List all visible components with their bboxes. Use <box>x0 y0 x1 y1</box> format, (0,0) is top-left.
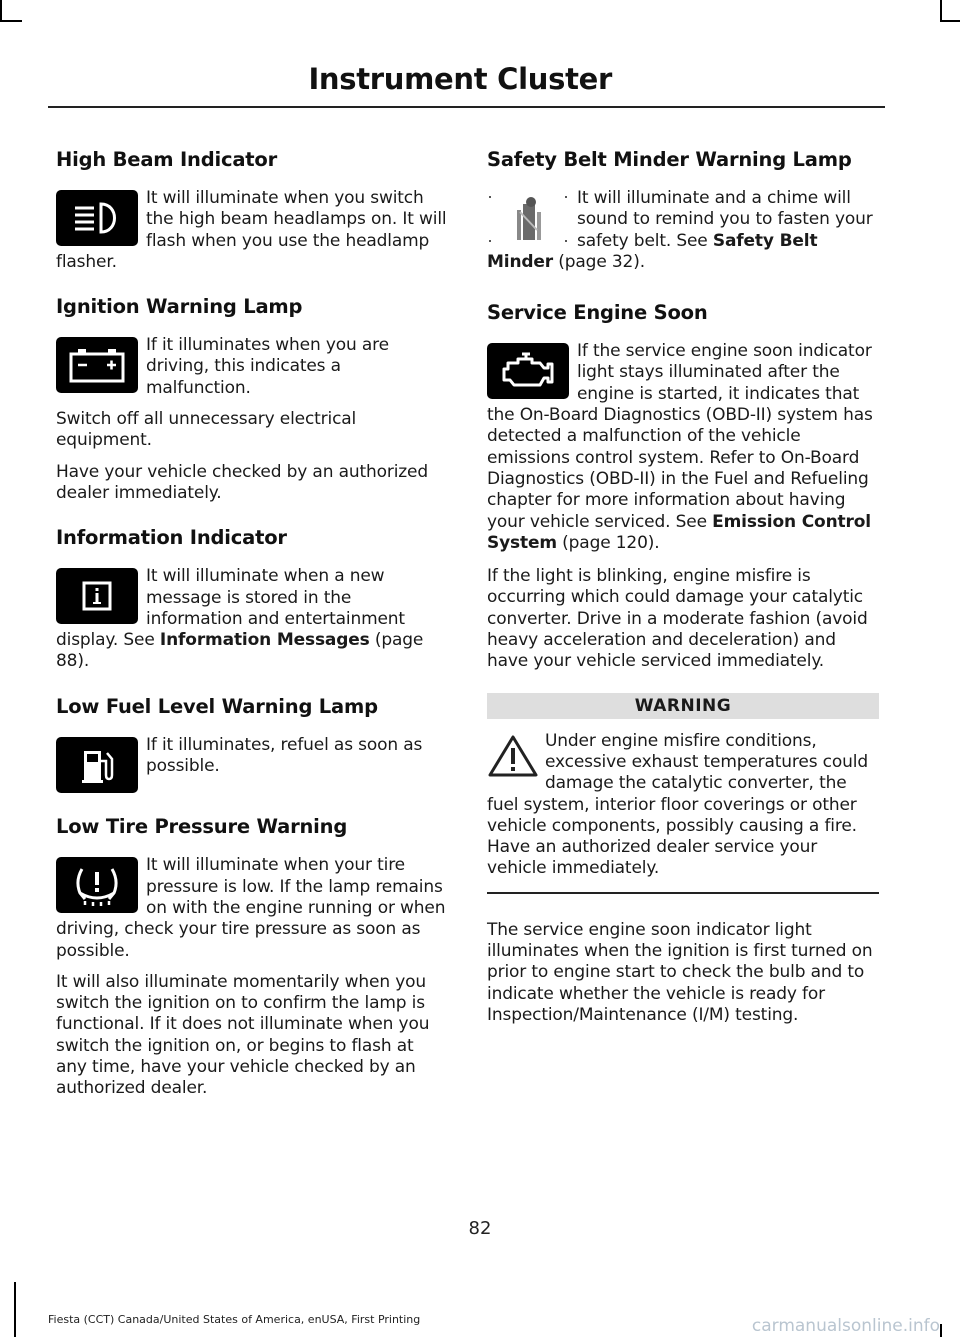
section-information <box>56 524 448 672</box>
battery-icon <box>56 337 138 393</box>
section-text: It will also illuminate momentarily when you switch the ignition on to confirm the lamp is functional. If it does not illuminate when you switch the ignition on, or begins to flash at any time, have your vehicle checked by an authorized dealer. <box>56 971 430 1099</box>
page-title: Instrument Cluster <box>308 62 612 96</box>
watermark: carmanualsonline.info <box>751 1316 940 1336</box>
left-column <box>56 146 448 1120</box>
section-text: It will illuminate and a chime will sound to remind you to fasten your safety belt. See Safety Belt Minder (page 32). <box>487 188 873 272</box>
section-ignition <box>56 293 448 504</box>
warning-label: WARNING <box>487 693 879 719</box>
section-text: Have your vehicle checked by an authorized dealer immediately. <box>56 461 428 503</box>
page-number: 82 <box>468 1218 492 1239</box>
information-icon <box>56 568 138 624</box>
section-text: If it illuminates, refuel as soon as possible. <box>146 734 423 777</box>
section-heading: Low Fuel Level Warning Lamp <box>56 694 378 718</box>
section-text: It will illuminate when you switch the high beam headlamps on. It will flash when you use the headlamp flasher. <box>56 188 447 272</box>
section-heading: Safety Belt Minder Warning Lamp <box>487 148 852 171</box>
warning-text: Under engine misfire conditions, excessive exhaust temperatures could damage the catalytic converter, the fuel system, interior floor coverings or other vehicle components, possibly causing a fire. Have an authorized dealer service your vehicle immediately. <box>487 730 868 879</box>
safety-belt-icon <box>487 190 569 246</box>
cross-reference-link[interactable]: Safety Belt Minder <box>487 230 818 272</box>
section-text: The service engine soon indicator light illuminates when the ignition is first turned on prior to engine start to check the bulb and to indicate whether the vehicle is ready for Inspection/Maintenance (I/M) testing. <box>487 919 873 1025</box>
section-heading: Ignition Warning Lamp <box>56 295 303 319</box>
cross-reference-link[interactable]: Information Messages <box>159 630 370 651</box>
crop-mark <box>14 1282 16 1337</box>
section-service-engine <box>487 299 879 672</box>
section-text: If the service engine soon indicator light stays illuminated after the engine is started, it indicates that the On-Board Diagnostics (OBD-II) system has detected a malfunction of the vehicle emissions control system. Refer to On-Board Diagnostics (OBD-II) in the Fuel and Refueling chapter for more information about having your vehicle serviced. See Emission Control System (page 120). <box>487 341 873 553</box>
high-beam-icon <box>56 190 138 246</box>
section-text: It will illuminate when a new message is stored in the information and entertainment display. See Information Messages (page 88). <box>56 566 424 672</box>
section-heading: Service Engine Soon <box>487 301 708 325</box>
section-tire-pressure <box>56 813 448 1099</box>
section-heading: Low Tire Pressure Warning <box>56 815 348 839</box>
section-text: Switch off all unnecessary electrical equipment. <box>56 409 357 451</box>
cross-reference-link[interactable]: Emission Control System <box>487 511 871 553</box>
section-safety-belt <box>487 146 879 273</box>
fuel-pump-icon <box>56 737 138 793</box>
crop-mark <box>0 0 2 22</box>
section-high-beam <box>56 146 448 273</box>
right-column <box>487 146 879 1036</box>
engine-icon <box>487 343 569 399</box>
header-rule <box>48 106 885 108</box>
footer-text: Fiesta (CCT) Canada/United States of America, enUSA, First Printing <box>48 1313 421 1326</box>
section-text: If it illuminates when you are driving, this indicates a malfunction. <box>146 335 389 398</box>
crop-mark <box>940 20 960 22</box>
crop-mark <box>0 20 22 22</box>
section-low-fuel <box>56 693 448 778</box>
tire-pressure-icon <box>56 857 138 913</box>
section-text: It will illuminate when your tire pressure is low. If the lamp remains on with the engine running or when driving, check your tire pressure as soon as possible. <box>56 855 446 961</box>
crop-mark <box>940 1324 942 1337</box>
crop-mark <box>940 0 942 22</box>
section-heading: High Beam Indicator <box>56 148 278 171</box>
section-text: If the light is blinking, engine misfire is occurring which could damage your catalytic converter. Drive in a moderate fashion (avoid heavy acceleration and deceleration) and have your vehicle serviced immediately. <box>487 566 868 672</box>
warning-triangle-icon <box>487 733 539 779</box>
section-heading: Information Indicator <box>56 526 287 550</box>
warning-rule <box>487 892 879 894</box>
